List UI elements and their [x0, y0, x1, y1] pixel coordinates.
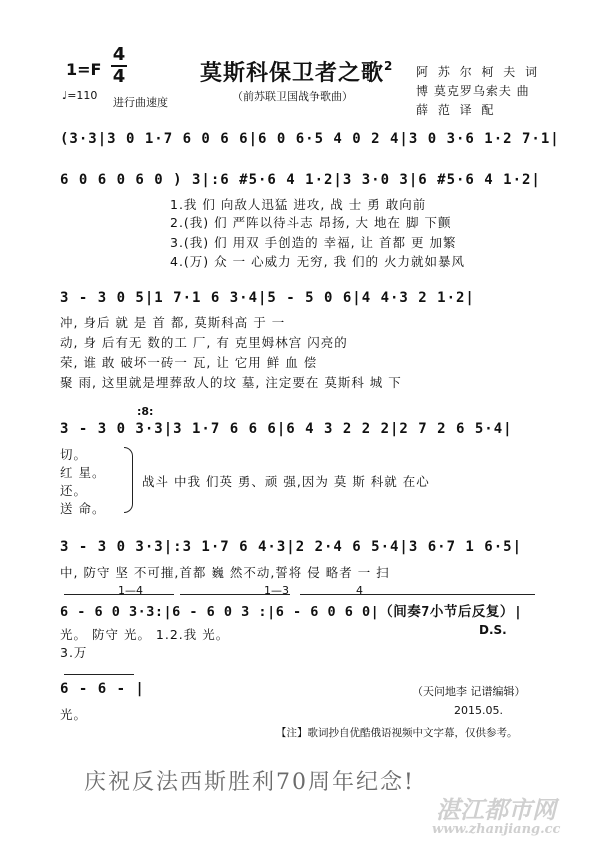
lyric-3-2: 动, 身 后有无 数的工 厂, 有 克里姆林宫 闪亮的: [60, 335, 348, 350]
lyric-4-left-1: 切。: [60, 447, 88, 462]
score-line-3: 3 - 3 0 5|1 7·1 6 3·4|5 - 5 0 6|4 4·3 2 1·2|: [60, 290, 475, 306]
lyric-4-left-3: 还。: [60, 483, 88, 498]
time-signature: [111, 46, 127, 86]
lyric-3-4: 聚 雨, 这里就是埋葬敌人的坟 墓, 注定要在 莫斯科 城 下: [60, 375, 402, 390]
score-line-6: 6 - 6 0 3·3:|6 - 6 0 3 :|6 - 6 0 6 0|（间奏7小节后反复）|: [60, 604, 523, 620]
lyric-3-1: 冲, 身后 就 是 首 都, 莫斯科高 于 一: [60, 315, 286, 330]
lyric-4-left-4: 送 命。: [60, 501, 106, 516]
lyric-6-2: 3.万: [60, 645, 88, 660]
tie-final: [64, 674, 134, 675]
footer-celebration: 庆祝反法西斯胜利70周年纪念!: [84, 770, 415, 795]
volta-label-3: 4: [356, 584, 363, 597]
lyric-brace: [124, 447, 133, 513]
song-title: [200, 56, 393, 87]
lyric-4-merged: 战斗 中我 们英 勇、顽 强,因为 莫 斯 科就 在心: [142, 474, 430, 489]
lyric-4-left-2: 红 星。: [60, 465, 106, 480]
watermark-url: www.zhanjiang.cc: [432, 822, 561, 837]
score-line-5: 3 - 3 0 3·3|:3 1·7 6 4·3|2 2·4 6 5·4|3 6·7 1 6·5|: [60, 539, 523, 555]
credit-translator: 薛 范 译 配: [416, 103, 497, 117]
lyric-6-1: 光。 防守 光。 1.2.我 光。: [60, 627, 230, 642]
volta-bracket-3: [300, 594, 535, 595]
volta-label-2: 1—3: [264, 584, 289, 597]
lyric-7-1: 光。: [60, 707, 88, 722]
footnote: 【注】歌词抄自优酷俄语视频中文字幕，仅供参考。: [276, 727, 518, 739]
tempo: ♩=110: [62, 89, 98, 102]
volta-label-1: 1—4: [118, 584, 143, 597]
watermark-logo: 湛江都市网: [436, 795, 556, 824]
lyric-5-1: 中, 防守 坚 不可摧,首都 巍 然不动,誓将 侵 略者 一 扫: [60, 565, 390, 580]
time-signature-bottom: 4: [112, 66, 126, 87]
tempo-text: 进行曲速度: [113, 96, 168, 109]
score-line-1: (3·3|3 0 1·7 6 0 6 6|6 0 6·5 4 0 2 4|3 0 3·6 1·2 7·1|: [60, 131, 560, 147]
ds-mark: D.S.: [479, 623, 507, 637]
key-signature: 1=F: [66, 60, 102, 79]
date: 2015.05.: [454, 704, 503, 717]
song-title-text: 莫斯科保卫者之歌: [200, 61, 385, 86]
score-line-4: 3 - 3 0 3·3|3 1·7 6 6 6|6 4 3 2 2 2|2 7 2 6 5·4|: [60, 421, 513, 437]
segno-mark: :8:: [137, 405, 154, 418]
lyric-3-3: 荣, 谁 敢 破坏一砖一 瓦, 让 它用 鲜 血 偿: [60, 355, 318, 370]
lyric-2-1: 1.我 们 向敌人迅猛 进攻, 战 士 勇 敢向前: [170, 197, 427, 212]
editor-credit: （天问地李 记谱编辑）: [412, 685, 526, 698]
score-line-7: 6 - 6 - |: [60, 681, 145, 697]
song-title-sup: 2: [384, 59, 394, 73]
credit-lyricist: 阿 苏 尔 柯 夫 词: [416, 65, 541, 79]
score-line-2: 6 0 6 0 6 0 ) 3|:6 #5·6 4 1·2|3 3·0 3|6 #5·6 4 1·2|: [60, 172, 541, 188]
time-signature-top: 4: [112, 44, 126, 65]
subtitle: （前苏联卫国战争歌曲）: [232, 90, 353, 103]
credit-composer: 博 莫克罗乌索夫 曲: [416, 84, 530, 98]
lyric-2-3: 3.(我) 们 用双 手创造的 幸福, 让 首都 更 加繁: [170, 235, 457, 250]
lyric-2-2: 2.(我) 们 严阵以待斗志 昂扬, 大 地在 脚 下颤: [170, 215, 452, 230]
lyric-2-4: 4.(万) 众 一 心威力 无穷, 我 们的 火力就如暴风: [170, 254, 465, 269]
